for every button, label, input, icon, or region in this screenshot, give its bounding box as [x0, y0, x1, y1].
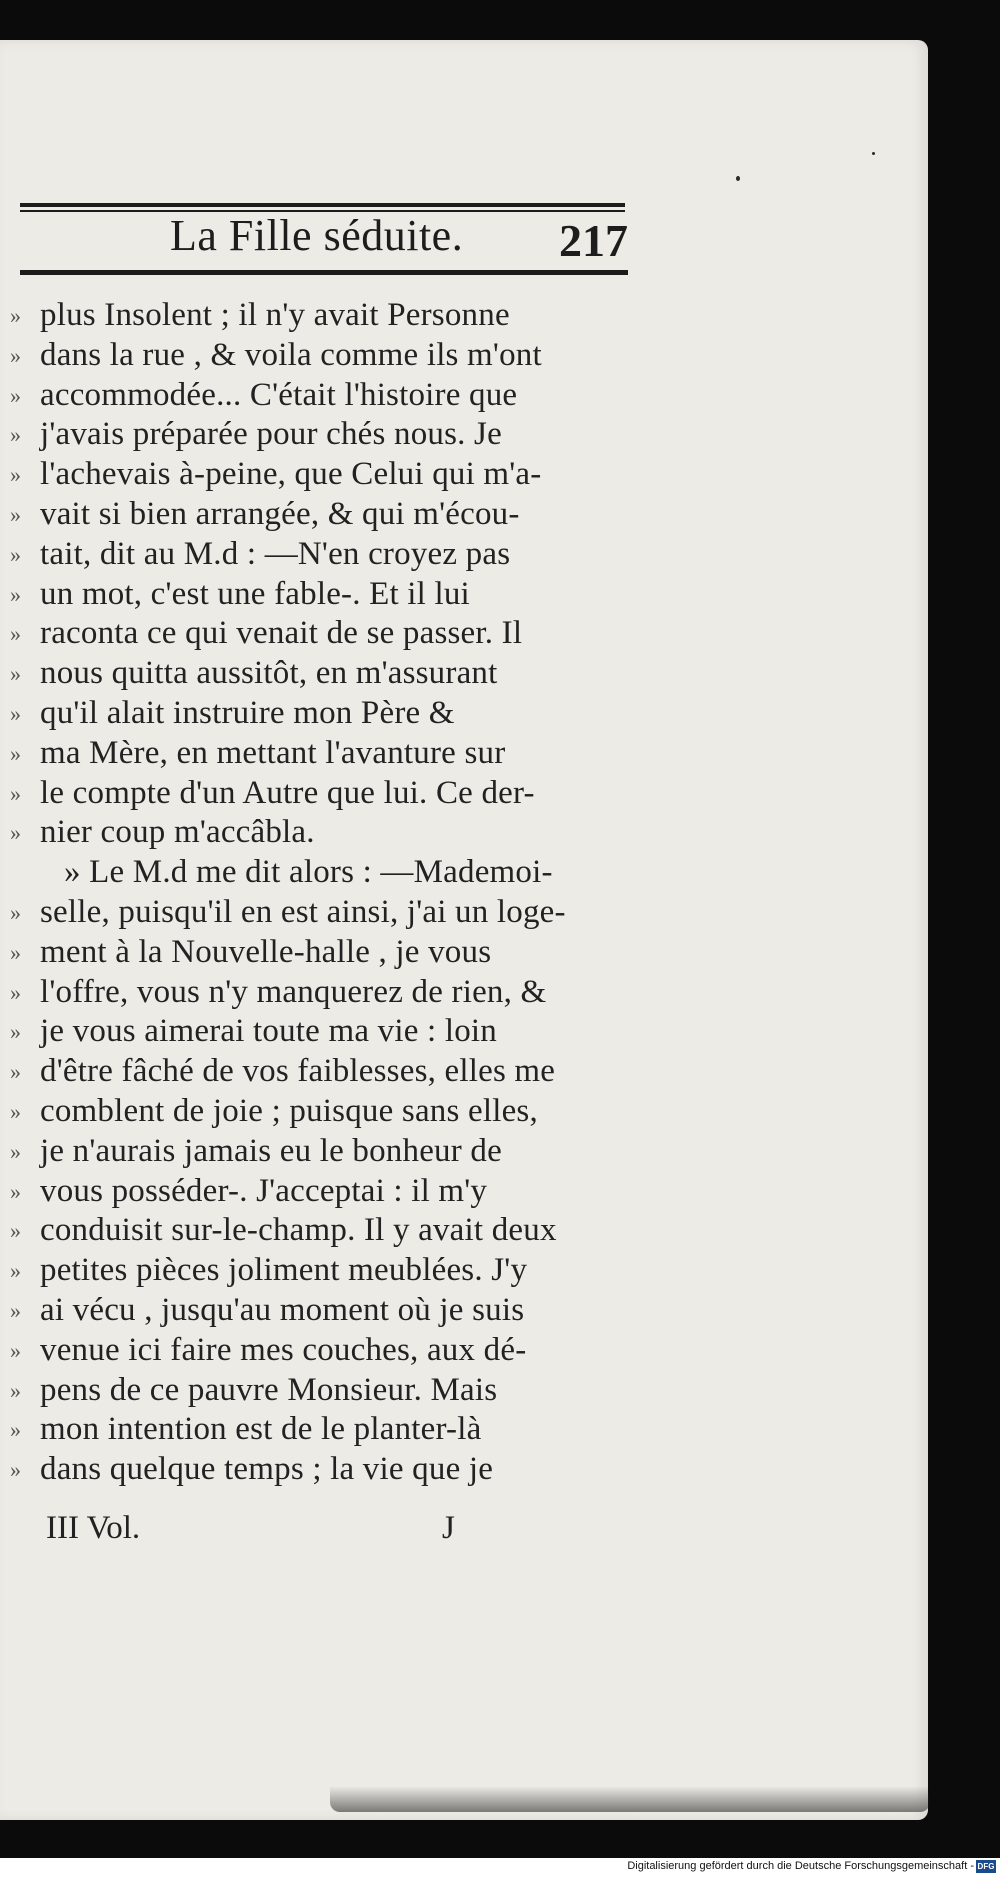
quote-mark: » — [10, 700, 21, 726]
text-line: » l'achevais à-peine, que Celui qui m'a- — [10, 455, 635, 495]
text-line: » plus Insolent ; il n'y avait Personne — [10, 296, 635, 336]
quote-mark: » — [10, 1297, 21, 1323]
quote-mark: » — [10, 1098, 21, 1124]
text-line: » vait si bien arrangée, & qui m'écou- — [10, 495, 635, 535]
quote-mark: » — [10, 661, 21, 687]
text-line: » le compte d'un Autre que lui. Ce der- — [10, 774, 635, 814]
quote-mark: » — [10, 382, 21, 408]
quote-mark: » — [10, 1138, 21, 1164]
text-line: » conduisit sur-le-champ. Il y avait deux — [10, 1211, 635, 1251]
text-line: » raconta ce qui venait de se passer. Il — [10, 614, 635, 654]
quote-mark: » — [10, 501, 21, 527]
text-line: » ment à la Nouvelle-halle , je vous — [10, 933, 635, 973]
signature-mark: J — [442, 1510, 455, 1546]
digitization-credit: Digitalisierung gefördert durch die Deutsche Forschungsgemeinschaft - — [627, 1860, 974, 1872]
text-line-paragraph-start: » Le M.d me dit alors : —Mademoi- — [64, 854, 553, 891]
body-text — [10, 296, 635, 1490]
text-line: » ma Mère, en mettant l'avanture sur — [10, 734, 635, 774]
text-line: » dans quelque temps ; la vie que je — [10, 1450, 635, 1490]
quote-mark: » — [10, 422, 21, 448]
text-line: » mon intention est de le planter-là — [10, 1410, 635, 1450]
text-line: » nous quitta aussitôt, en m'assurant — [10, 654, 635, 694]
text-line: » je n'aurais jamais eu le bonheur de — [10, 1132, 635, 1172]
text-line: » accommodée... C'était l'histoire que — [10, 376, 635, 416]
dfg-logo-icon: DFG — [977, 1862, 995, 1871]
running-head — [20, 206, 630, 270]
page-number: 217 — [559, 215, 628, 266]
text-line: » ai vécu , jusqu'au moment où je suis — [10, 1291, 635, 1331]
paper-speck — [736, 176, 740, 181]
quote-mark: » — [10, 581, 21, 607]
page-footer — [46, 1510, 646, 1550]
quote-mark: » — [10, 1337, 21, 1363]
page-bottom-shadow — [330, 1786, 930, 1812]
quote-mark: » — [10, 1218, 21, 1244]
text-line: » vous posséder-. J'acceptai : il m'y — [10, 1172, 635, 1212]
text-line: » pens de ce pauvre Monsieur. Mais — [10, 1371, 635, 1411]
running-title: La Fille séduite. — [170, 211, 464, 260]
paper-speck — [872, 152, 875, 155]
quote-mark: » — [10, 621, 21, 647]
text-line: » d'être fâché de vos faiblesses, elles me — [10, 1052, 635, 1092]
quote-mark: » — [10, 303, 21, 328]
text-line: » petites pièces joliment meublées. J'y — [10, 1251, 635, 1291]
text-line: » j'avais préparée pour chés nous. Je — [10, 415, 635, 455]
quote-mark: » — [10, 1377, 21, 1403]
quote-mark: » — [10, 1417, 21, 1443]
text-line: » un mot, c'est une fable-. Et il lui — [10, 575, 635, 615]
text-line: » l'offre, vous n'y manquerez de rien, & — [10, 973, 635, 1013]
quote-mark: » — [10, 1178, 21, 1204]
quote-mark: » — [10, 899, 21, 925]
quote-mark: » — [10, 1059, 21, 1085]
quote-mark: » — [10, 740, 21, 766]
quote-mark: » — [10, 342, 21, 368]
text-line: » nier coup m'accâbla. — [10, 813, 635, 853]
header-rule-bottom — [20, 270, 628, 275]
quote-mark: » — [10, 1258, 21, 1284]
quote-mark: » — [10, 780, 21, 806]
text-line: » selle, puisqu'il en est ainsi, j'ai un loge- — [10, 893, 635, 933]
text-line: » je vous aimerai toute ma vie : loin — [10, 1012, 635, 1052]
text-line: » qu'il alait instruire mon Père & — [10, 694, 635, 734]
text-line: » comblent de joie ; puisque sans elles, — [10, 1092, 635, 1132]
volume-label: III Vol. — [46, 1510, 141, 1546]
quote-mark: » — [10, 1457, 21, 1483]
quote-mark: » — [10, 820, 21, 846]
quote-mark: » — [10, 979, 21, 1005]
quote-mark: » — [10, 1019, 21, 1045]
quote-mark: » — [10, 541, 21, 567]
text-line: » dans la rue , & voila comme ils m'ont — [10, 336, 635, 376]
text-line: » tait, dit au M.d : —N'en croyez pas — [10, 535, 635, 575]
quote-mark: » — [10, 939, 21, 965]
quote-mark: » — [10, 462, 21, 488]
text-line: » venue ici faire mes couches, aux dé- — [10, 1331, 635, 1371]
